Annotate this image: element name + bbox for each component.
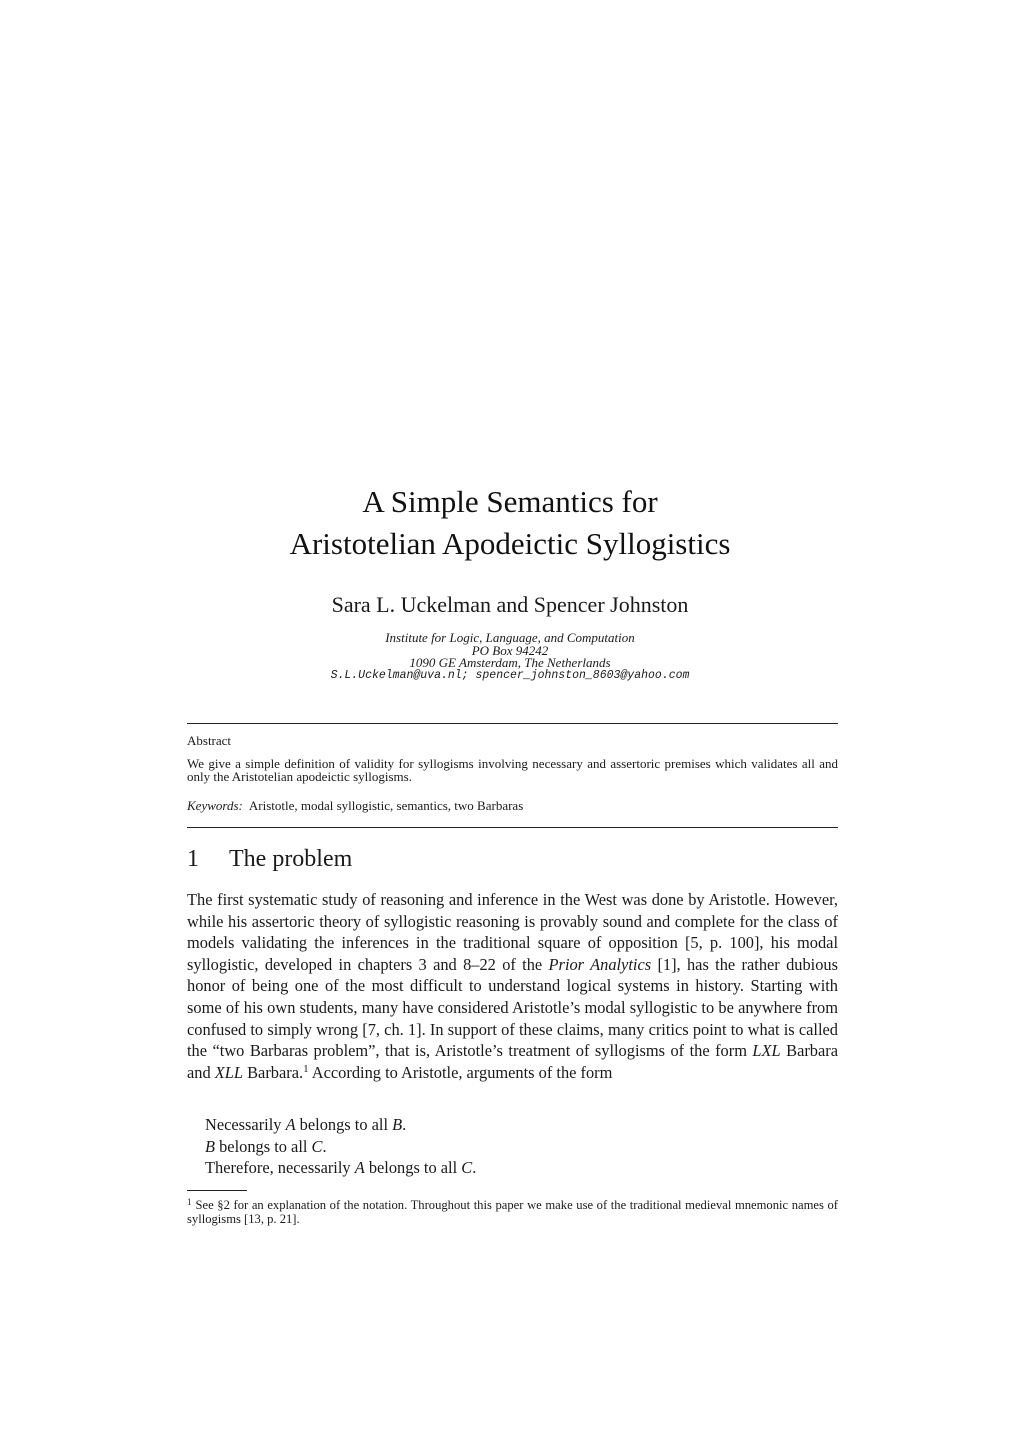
example-text: belongs to all	[295, 1115, 393, 1134]
affiliation	[0, 632, 1020, 682]
keywords	[187, 798, 838, 814]
example-text: belongs to all	[364, 1158, 462, 1178]
footnote	[187, 1198, 838, 1226]
example-text: Therefore, necessarily	[205, 1158, 355, 1178]
example-line	[205, 1157, 838, 1179]
paper-title	[0, 481, 1020, 565]
city: 1090 GE Amsterdam, The Netherlands	[409, 655, 611, 670]
term-variable: A	[354, 1158, 365, 1178]
lxl-term: LXL	[752, 1041, 781, 1061]
xll-term: XLL	[214, 1062, 244, 1082]
emails[interactable]: S.L.Uckelman@uva.nl; spencer_johnston_8603@yahoo.com	[330, 668, 690, 682]
section-title: The problem	[229, 846, 353, 872]
example-line	[205, 1136, 838, 1158]
term-variable: C	[461, 1158, 473, 1178]
abstract-heading: Abstract	[187, 733, 232, 748]
example-text: Necessarily	[205, 1115, 286, 1134]
para-text: [1], has the rather dubious honor of being one of the most difficult to understand logical systems in history. Starting with some of his own students, many have considered Aristotle’s modal syllogistic to be anywhere from confused to simply wrong [7, ch. 1]. In support of these claims, many critics point to what is called the “two Barbaras problem”, that is, Aristotle’s treatment of syllogisms of the form	[187, 954, 838, 1061]
para-text: Barbara and	[187, 1041, 839, 1082]
footnote-number: 1	[187, 1197, 192, 1207]
title-line-1: A Simple Semantics for	[362, 484, 658, 519]
prior-analytics-title: Prior Analytics	[548, 954, 652, 974]
footnote-marker[interactable]: 1	[303, 1062, 309, 1075]
para-text: According to Aristotle, arguments of the form	[308, 1062, 613, 1082]
example-text: .	[322, 1136, 327, 1156]
term-variable: B	[205, 1136, 216, 1156]
term-variable: C	[311, 1136, 323, 1156]
keywords-label: Keywords:	[187, 798, 243, 813]
para-text: Barbara.	[243, 1062, 304, 1082]
keywords-list: Aristotle, modal syllogistic, semantics, two Barbaras	[248, 798, 524, 813]
term-variable: B	[392, 1115, 403, 1134]
section-number: 1	[187, 846, 199, 872]
abstract-top-rule	[187, 723, 838, 724]
term-variable: A	[285, 1115, 296, 1134]
example-text: .	[472, 1158, 477, 1178]
title-line-2: Aristotelian Apodeictic Syllogistics	[289, 526, 731, 561]
footnote-text: See §2 for an explanation of the notation. Throughout this paper we make use of the traditional medieval mnemonic names of syllogisms [13, p. 21].	[187, 1198, 838, 1226]
section-paragraph	[187, 889, 838, 1083]
po-box: PO Box 94242	[471, 642, 549, 658]
para-text: The first systematic study of reasoning and inference in the West was done by Aristotle. However, while his assertoric theory of syllogistic reasoning is provably sound and complete for the class of models validating the inferences in the traditional square of opposition [5, p. 100], his modal syllogistic, developed in chapters 3 and 8–22 of the	[187, 890, 838, 974]
example-line	[205, 1114, 838, 1136]
authors: Sara L. Uckelman and Spencer Johnston	[331, 592, 689, 617]
abstract-text: We give a simple definition of validity for syllogisms involving necessary and assertoric premises which validates all and only the Aristotelian apodeictic syllogisms.	[187, 756, 838, 784]
syllogism-example	[205, 1114, 838, 1179]
section-heading	[187, 844, 838, 874]
institute: Institute for Logic, Language, and Computation	[385, 630, 635, 645]
example-text: .	[402, 1115, 407, 1134]
footnote-rule	[187, 1190, 247, 1191]
example-text: belongs to all	[215, 1136, 312, 1156]
abstract-bottom-rule	[187, 827, 838, 828]
